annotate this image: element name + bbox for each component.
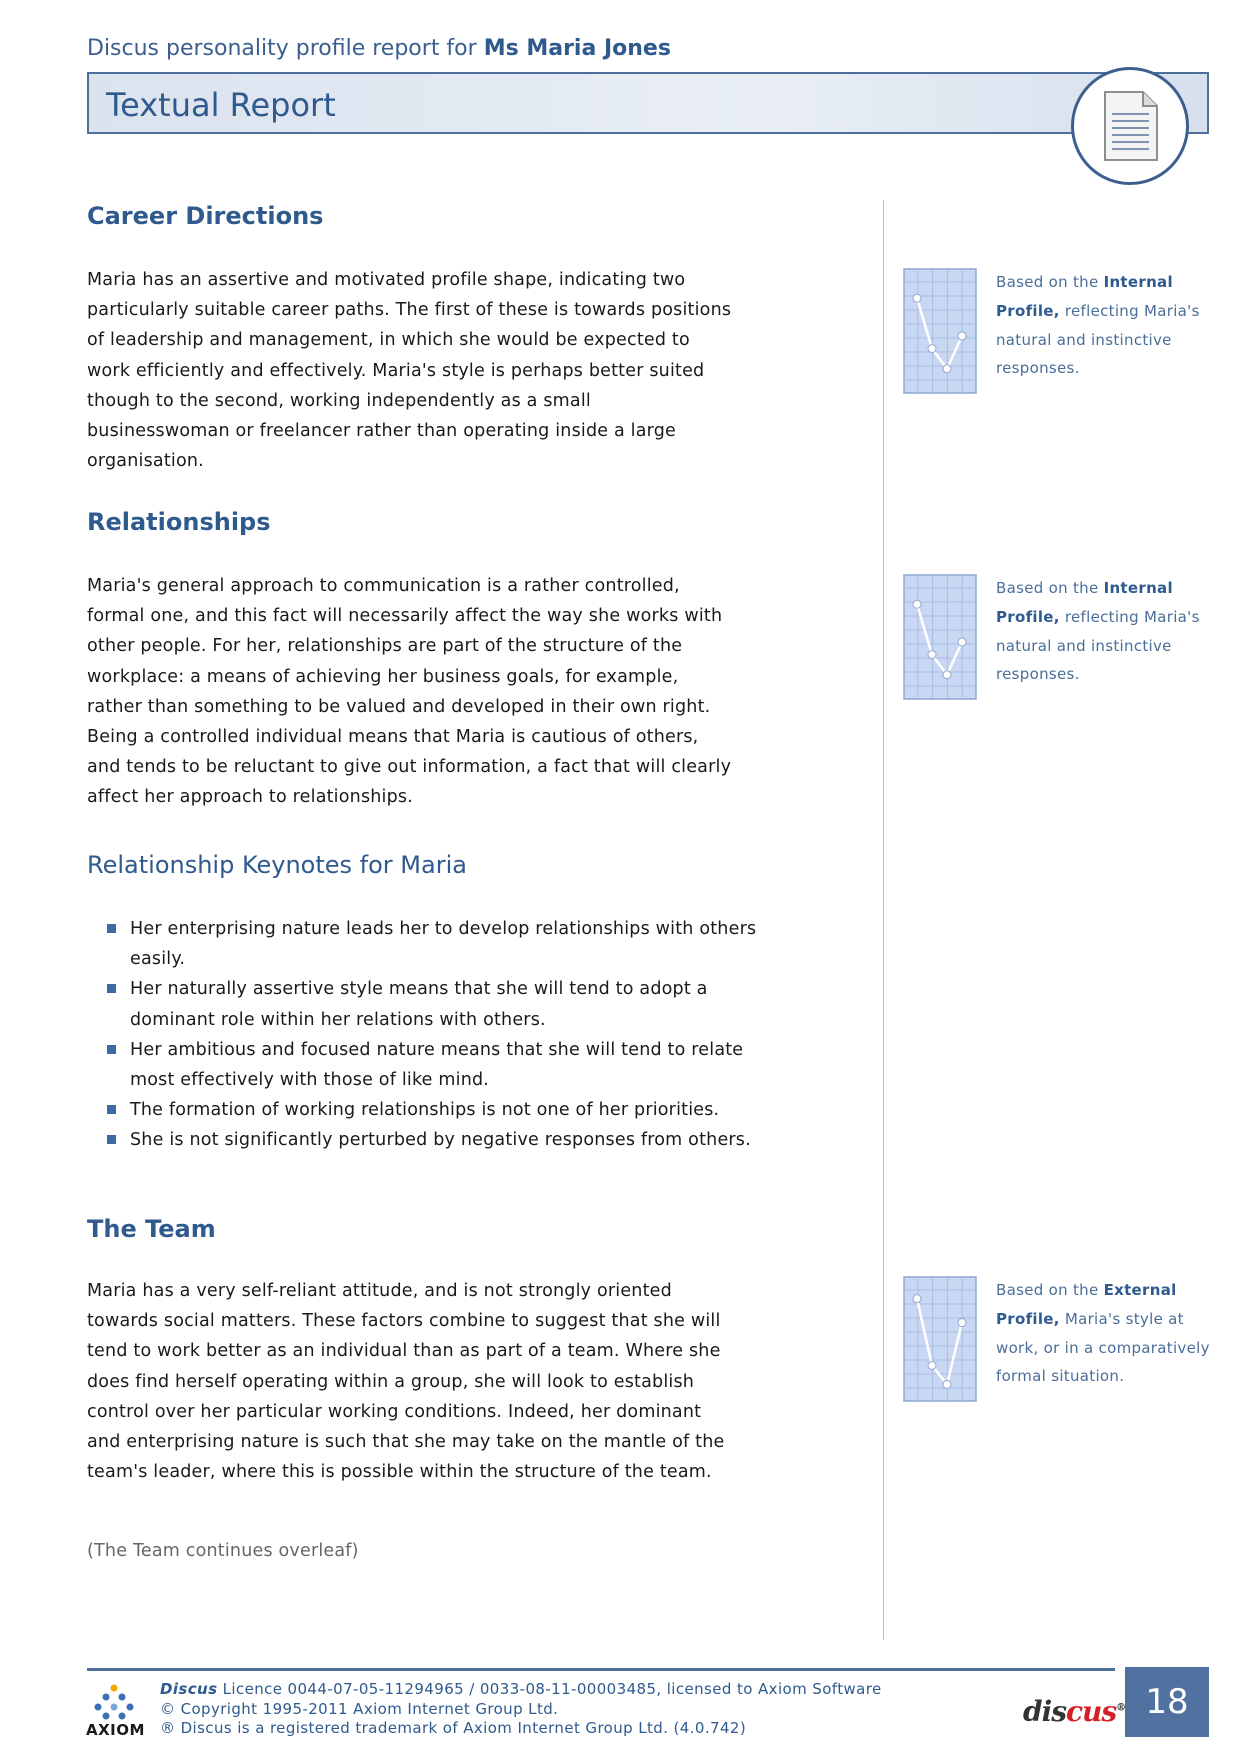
- section-title-band: [87, 72, 1209, 134]
- career-heading: Career Directions: [87, 202, 324, 230]
- relationships-heading: Relationships: [87, 508, 271, 536]
- report-prefix: Discus personality profile report for: [87, 36, 477, 61]
- sidenote-text: Based on the Internal Profile, reflecting Maria's natural and instinctive responses.: [996, 273, 1200, 378]
- keynotes-list: [87, 914, 767, 1156]
- licence-line: Discus Licence 0044-07-05-11294965 / 0033-08-11-00003485, licensed to Axiom Software: [160, 1680, 882, 1698]
- profile-point: [958, 1319, 966, 1327]
- continues-note: (The Team continues overleaf): [87, 1541, 359, 1561]
- bullet-square-icon: [107, 984, 116, 993]
- footer-rule: [87, 1668, 1115, 1671]
- section-title: Textual Report: [106, 86, 336, 124]
- axiom-wordmark: AXIOM: [86, 1721, 145, 1739]
- column-divider: [883, 200, 884, 1640]
- bullet-square-icon: [107, 924, 116, 933]
- profile-point: [928, 345, 936, 353]
- team-heading: The Team: [87, 1215, 216, 1243]
- footer-licence-block: [160, 1680, 882, 1739]
- list-item: She is not significantly perturbed by negative responses from others.: [87, 1125, 767, 1155]
- list-item: The formation of working relationships is not one of her priorities.: [87, 1095, 767, 1125]
- team-paragraph: Maria has a very self-reliant attitude, and is not strongly oriented towards social matters. These factors combine to suggest that she will tend to work better as an individual than as part of a team. Where she does find herself operating within a group, she will look to establish control over her particular working conditions. Indeed, her dominant and enterprising nature is such that she may take on the mantle of the team's leader, where this is possible within the structure of the team.: [87, 1281, 725, 1483]
- profile-point: [958, 332, 966, 340]
- profile-point: [958, 638, 966, 646]
- sidenote-text: Based on the Internal Profile, reflecting Maria's natural and instinctive responses.: [996, 579, 1200, 684]
- list-item: Her naturally assertive style means that she will tend to adopt a dominant role within her relations with others.: [87, 974, 767, 1034]
- profile-point: [943, 1380, 951, 1388]
- list-item: Her enterprising nature leads her to develop relationships with others easily.: [87, 914, 767, 974]
- profile-point: [913, 1295, 921, 1303]
- copyright-line: © Copyright 1995-2011 Axiom Internet Group Ltd.: [160, 1699, 559, 1718]
- trademark-line: ® Discus is a registered trademark of Axiom Internet Group Ltd. (4.0.742): [160, 1719, 747, 1737]
- bullet-square-icon: [107, 1105, 116, 1114]
- profile-point: [943, 671, 951, 679]
- page-number: 18: [1125, 1667, 1209, 1737]
- report-header-line: [87, 36, 671, 61]
- profile-point: [913, 600, 921, 608]
- profile-graph-icon: [903, 1276, 977, 1402]
- bullet-square-icon: [107, 1135, 116, 1144]
- keynotes-heading: Relationship Keynotes for Maria: [87, 851, 467, 879]
- profile-point: [943, 365, 951, 373]
- relationships-paragraph: Maria's general approach to communication is a rather controlled, formal one, and this fact will necessarily affect the way she works with other people. For her, relationships are part of the structure of the workplace: a means of achieving her business goals, for example, rather than something to be valued and developed in their own right. Being a controlled individual means that Maria is cautious of others, and tends to be reluctant to give out information, a fact that will clearly affect her approach to relationships.: [87, 576, 732, 808]
- profile-point: [928, 651, 936, 659]
- profile-point: [928, 1361, 936, 1369]
- profile-graph-icon: [903, 268, 977, 394]
- list-item: Her ambitious and focused nature means that she will tend to relate most effectively with those of like mind.: [87, 1035, 767, 1095]
- profile-graph-icon: [903, 574, 977, 700]
- sidenote-text: Based on the External Profile, Maria's style at work, or in a comparatively formal situation.: [996, 1281, 1210, 1386]
- candidate-name: Ms Maria Jones: [483, 36, 671, 61]
- bullet-square-icon: [107, 1045, 116, 1054]
- discus-logo: discus®: [1023, 1695, 1126, 1728]
- document-icon: [1071, 67, 1189, 185]
- career-paragraph: Maria has an assertive and motivated profile shape, indicating two particularly suitable career paths. The first of these is towards positions of leadership and management, in which she would be expected to work efficiently and effectively. Maria's style is perhaps better suited though to the second, working independently as a small businesswoman or freelancer rather than operating inside a large organisation.: [87, 270, 732, 472]
- profile-point: [913, 294, 921, 302]
